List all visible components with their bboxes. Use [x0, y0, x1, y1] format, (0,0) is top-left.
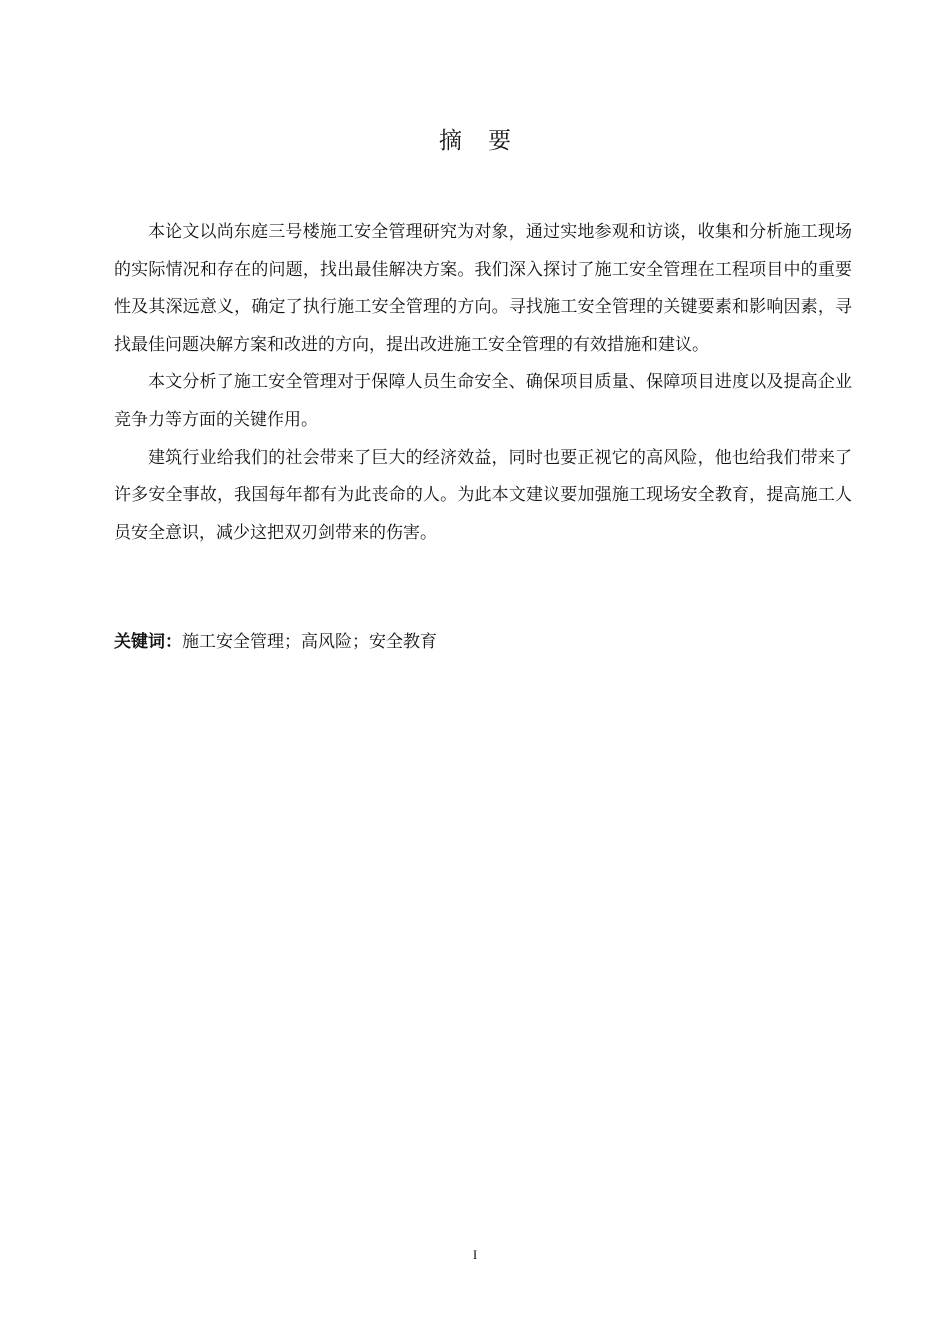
keywords-text: 施工安全管理；高风险；安全教育 [182, 632, 437, 652]
abstract-title-char-2: 要 [488, 128, 511, 154]
page-number: I [472, 1247, 478, 1262]
abstract-title-char-1: 摘 [439, 128, 462, 154]
abstract-paragraph-3: 建筑行业给我们的社会带来了巨大的经济效益，同时也要正视它的高风险，他也给我们带来了许多安全事故，我国每年都有为此丧命的人。为此本文建议要加强施工现场安全教育，提高施工人员安全意识，减少这把双刃剑带来的伤害。 [114, 447, 852, 543]
abstract-paragraph-1: 本论文以尚东庭三号楼施工安全管理研究为对象，通过实地参观和访谈，收集和分析施工现场的实际情况和存在的问题，找出最佳解决方案。我们深入探讨了施工安全管理在工程项目中的重要性及其深远意义，确定了执行施工安全管理的方向。寻找施工安全管理的关键要素和影响因素，寻找最佳问题决解方案和改进的方向，提出改进施工安全管理的有效措施和建议。 [114, 222, 852, 355]
abstract-paragraph-2: 本文分析了施工安全管理对于保障人员生命安全、确保项目质量、保障项目进度以及提高企业竞争力等方面的关键作用。 [114, 372, 852, 430]
keywords-line [114, 627, 852, 657]
keywords-label: 关键词： [114, 632, 182, 652]
abstract-body [114, 214, 852, 552]
abstract-title [0, 122, 950, 155]
